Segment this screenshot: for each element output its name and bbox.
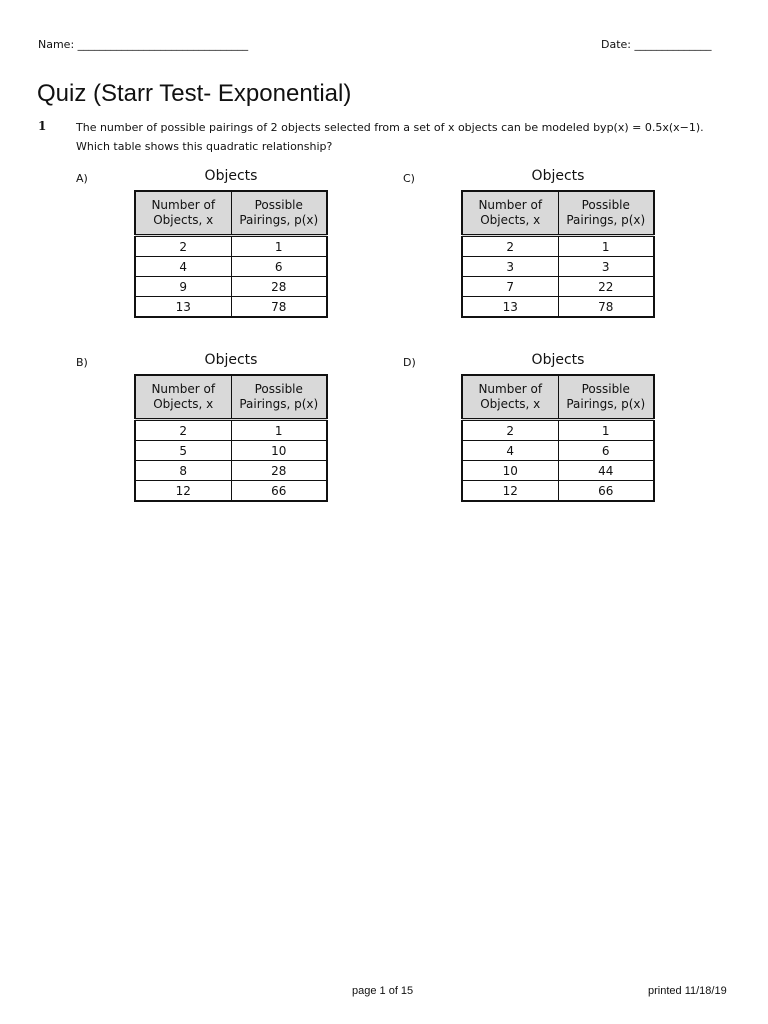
option-c-table xyxy=(461,190,655,318)
table-header-row xyxy=(135,191,327,236)
cell-x: 10 xyxy=(462,461,558,481)
printed-date: printed 11/18/19 xyxy=(648,985,727,997)
option-d-table-title: Objects xyxy=(531,352,585,368)
table-row xyxy=(135,236,327,257)
cell-x: 9 xyxy=(135,277,231,297)
header-number-of-objects: Number of Objects, x xyxy=(462,191,558,236)
table-header-row xyxy=(462,191,654,236)
header-possible-pairings: Possible Pairings, p(x) xyxy=(558,191,654,236)
option-b-table-title: Objects xyxy=(204,352,258,368)
cell-x: 8 xyxy=(135,461,231,481)
option-a-table xyxy=(134,190,328,318)
table-row xyxy=(462,277,654,297)
header-number-of-objects: Number of Objects, x xyxy=(135,375,231,420)
header-possible-pairings: Possible Pairings, p(x) xyxy=(231,191,327,236)
cell-px: 3 xyxy=(558,257,654,277)
cell-x: 5 xyxy=(135,441,231,461)
cell-x: 2 xyxy=(135,236,231,257)
cell-px: 28 xyxy=(231,277,327,297)
header-possible-pairings: Possible Pairings, p(x) xyxy=(231,375,327,420)
table-row xyxy=(135,277,327,297)
table-row xyxy=(462,420,654,441)
cell-x: 7 xyxy=(462,277,558,297)
table-row xyxy=(135,481,327,502)
table-row xyxy=(462,297,654,318)
table-row xyxy=(462,481,654,502)
cell-x: 4 xyxy=(462,441,558,461)
option-a-table-title: Objects xyxy=(204,168,258,184)
cell-px: 6 xyxy=(231,257,327,277)
option-c-letter[interactable]: C) xyxy=(403,172,415,185)
table-row xyxy=(135,257,327,277)
option-d-letter[interactable]: D) xyxy=(403,356,416,369)
question-number: 1 xyxy=(38,119,47,133)
cell-x: 2 xyxy=(462,420,558,441)
table-row xyxy=(135,441,327,461)
cell-px: 6 xyxy=(558,441,654,461)
table-row xyxy=(462,441,654,461)
table-header-row xyxy=(135,375,327,420)
option-a-letter[interactable]: A) xyxy=(76,172,88,185)
cell-px: 1 xyxy=(558,236,654,257)
cell-px: 66 xyxy=(558,481,654,502)
header-number-of-objects: Number of Objects, x xyxy=(462,375,558,420)
option-b-table xyxy=(134,374,328,502)
cell-x: 4 xyxy=(135,257,231,277)
header-number-of-objects: Number of Objects, x xyxy=(135,191,231,236)
cell-px: 78 xyxy=(231,297,327,318)
option-c-table-title: Objects xyxy=(531,168,585,184)
table-row xyxy=(135,297,327,318)
date-field-label: Date: ______________ xyxy=(601,38,712,51)
cell-px: 78 xyxy=(558,297,654,318)
page-title: Quiz (Starr Test- Exponential) xyxy=(37,80,352,107)
cell-px: 1 xyxy=(558,420,654,441)
table-row xyxy=(135,461,327,481)
cell-x: 13 xyxy=(462,297,558,318)
cell-px: 1 xyxy=(231,420,327,441)
cell-px: 10 xyxy=(231,441,327,461)
option-d-table xyxy=(461,374,655,502)
header-possible-pairings: Possible Pairings, p(x) xyxy=(558,375,654,420)
question-text xyxy=(76,118,736,156)
cell-px: 66 xyxy=(231,481,327,502)
cell-px: 28 xyxy=(231,461,327,481)
cell-x: 3 xyxy=(462,257,558,277)
cell-x: 12 xyxy=(135,481,231,502)
question-line-2: Which table shows this quadratic relationship? xyxy=(76,140,333,153)
table-row xyxy=(462,461,654,481)
question-line-1: The number of possible pairings of 2 objects selected from a set of x objects can be modeled byp(x) = 0.5x(x−1). xyxy=(76,121,704,134)
cell-x: 12 xyxy=(462,481,558,502)
cell-x: 2 xyxy=(135,420,231,441)
page-number: page 1 of 15 xyxy=(352,985,414,997)
cell-px: 1 xyxy=(231,236,327,257)
cell-x: 2 xyxy=(462,236,558,257)
table-row xyxy=(135,420,327,441)
cell-x: 13 xyxy=(135,297,231,318)
table-header-row xyxy=(462,375,654,420)
cell-px: 22 xyxy=(558,277,654,297)
table-row xyxy=(462,257,654,277)
table-row xyxy=(462,236,654,257)
option-b-letter[interactable]: B) xyxy=(76,356,88,369)
name-field-label: Name: _______________________________ xyxy=(38,38,249,51)
cell-px: 44 xyxy=(558,461,654,481)
